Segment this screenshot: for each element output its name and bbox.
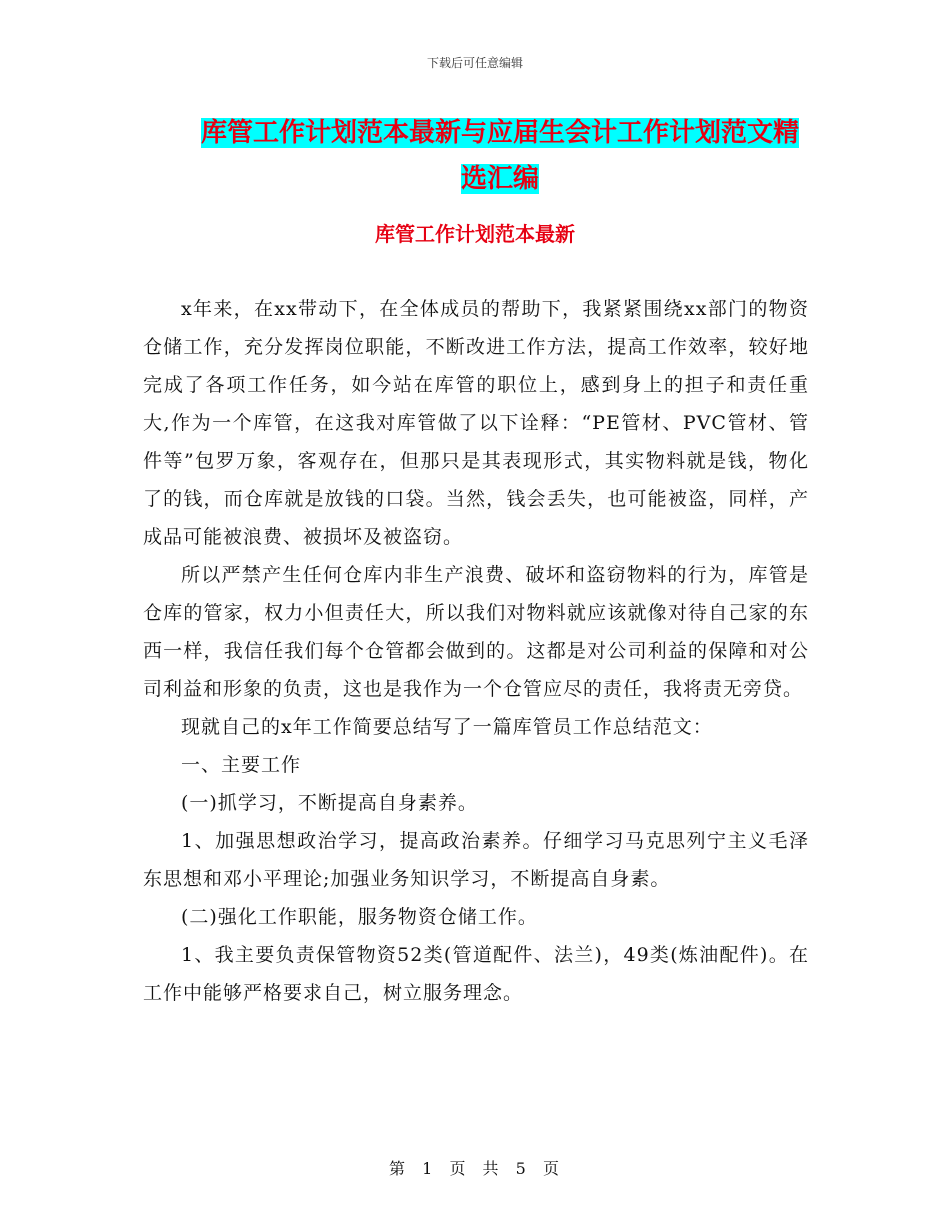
paragraph: (二)强化工作职能，服务物资仓储工作。	[181, 906, 538, 928]
page-footer	[0, 1156, 950, 1179]
paragraph: x年来，在xx带动下，在全体成员的帮助下，我紧紧围绕xx部门的物资仓储工作，充分发挥岗位职能，不断改进工作方法，提高工作效率，较好地完成了各项工作任务，如今站在库管的职位上，感到身上的担子和责任重大,作为一个库管，在这我对库管做了以下诠释：“PE管材、PVC管材、管件等”包罗万象，客观存在，但那只是其表现形式，其实物料就是钱，物化了的钱，而仓库就是放钱的口袋。当然，钱会丢失，也可能被盗，同样，产成品可能被浪费、被损坏及被盗窃。	[143, 298, 809, 548]
section-title: 库管工作计划范本最新	[375, 222, 575, 246]
paragraph: 一、主要工作	[181, 754, 302, 776]
footer-di: 第	[389, 1159, 408, 1178]
paragraph: 1、我主要负责保管物资52类(管道配件、法兰)，49类(炼油配件)。在工作中能够严格要求自己，树立服务理念。	[143, 944, 809, 1004]
footer-ye2: 页	[542, 1159, 561, 1178]
header-note: 下载后可任意编辑	[426, 56, 523, 70]
paragraph: (一)抓学习，不断提高自身素养。	[181, 792, 478, 814]
footer-gong: 共	[482, 1159, 501, 1178]
paragraph: 1、加强思想政治学习，提高政治素养。仔细学习马克思列宁主义毛泽东思想和邓小平理论;加强业务知识学习，不断提高自身素。	[143, 830, 809, 890]
paragraph: 所以严禁产生任何仓库内非生产浪费、破坏和盗窃物料的行为，库管是仓库的管家，权力小但责任大，所以我们对物料就应该就像对待自己家的东西一样，我信任我们每个仓管都会做到的。这都是对公司利益的保障和对公司利益和形象的负责，这也是我作为一个仓管应尽的责任，我将责无旁贷。	[143, 564, 809, 700]
title-line-2: 选汇编	[460, 164, 539, 194]
paragraph: 现就自己的x年工作简要总结写了一篇库管员工作总结范文：	[181, 716, 713, 738]
current-page-number: 1	[422, 1159, 435, 1178]
title-line-1: 库管工作计划范本最新与应届生会计工作计划范文精	[200, 118, 799, 148]
document-title	[150, 110, 850, 202]
body-text	[143, 290, 809, 1012]
footer-ye: 页	[449, 1159, 468, 1178]
total-page-number: 5	[515, 1159, 528, 1178]
